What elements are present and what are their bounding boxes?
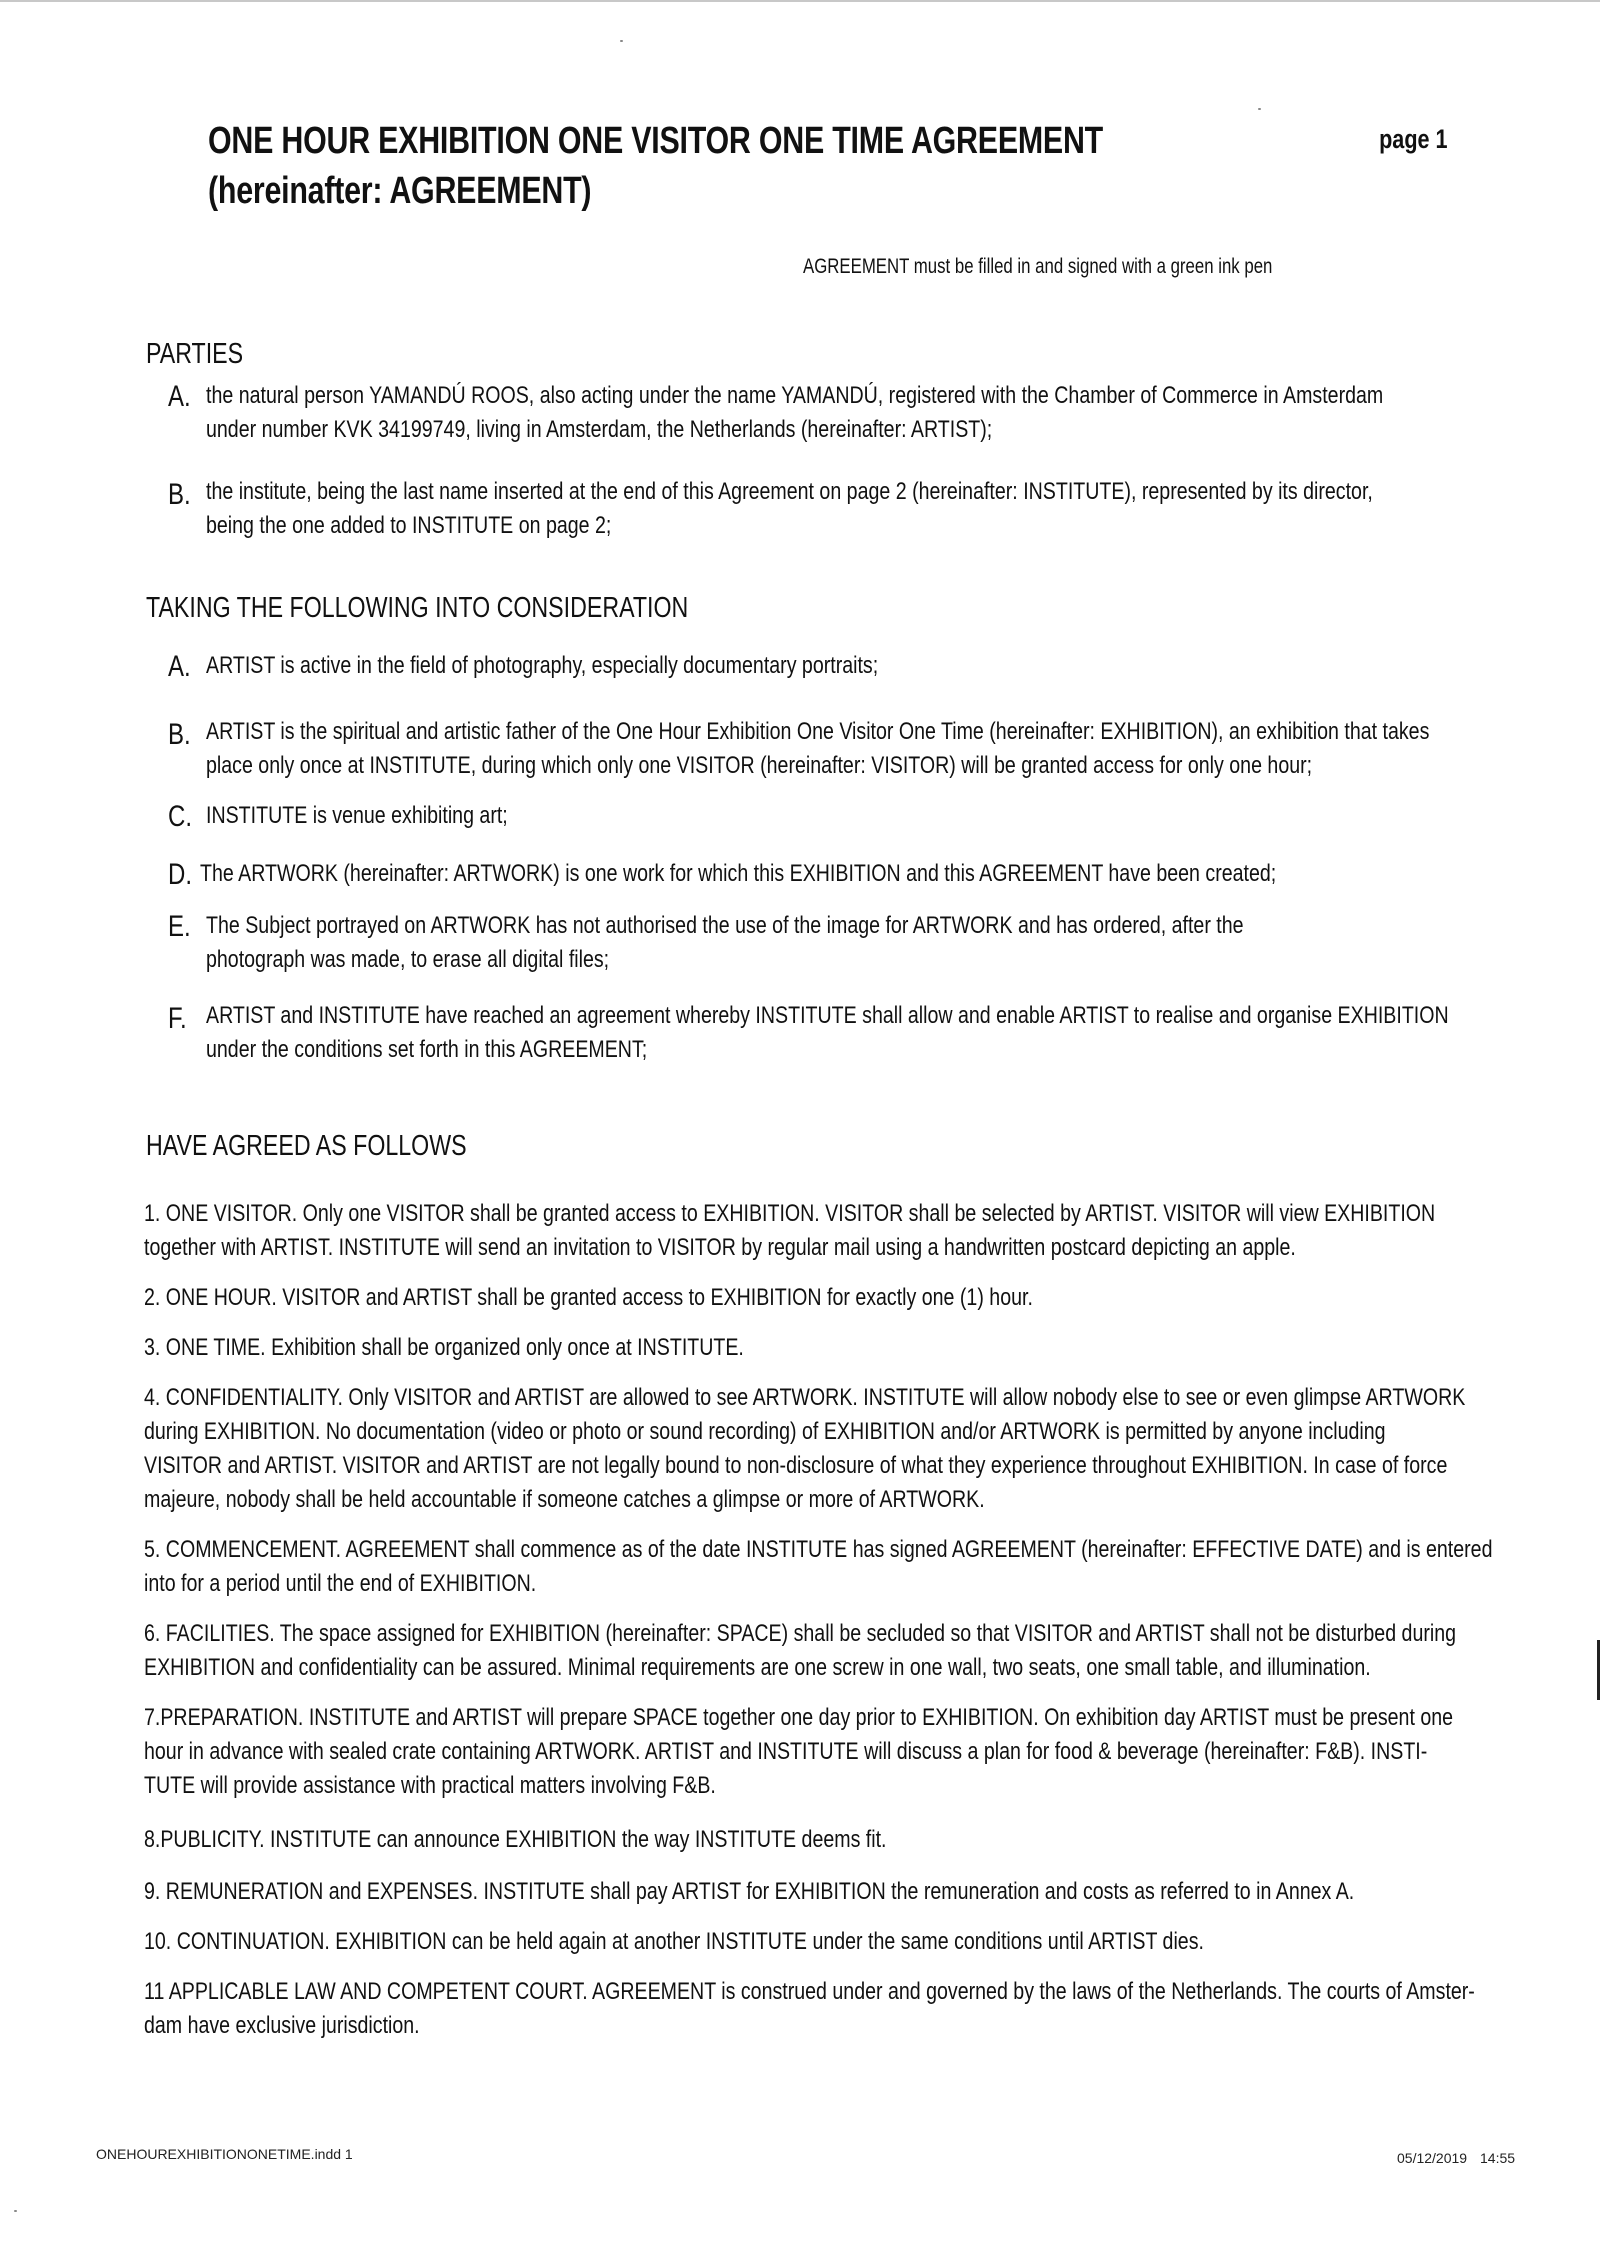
item-text: ARTIST is the spiritual and artistic father of the One Hour Exhibition One Visitor One Time (hereinafter: EXHIBITION), an exhibition that takes (206, 718, 1430, 745)
item-text: being the one added to INSTITUTE on page 2; (206, 512, 612, 539)
item-text: The Subject portrayed on ARTWORK has not authorised the use of the image for ARTWORK and has ordered, after the (206, 912, 1244, 939)
item-letter: E. (168, 910, 191, 943)
item-letter: A. (168, 650, 191, 683)
page-number: page 1 (1379, 124, 1448, 154)
clause-1-line: 1. ONE VISITOR. Only one VISITOR shall be granted access to EXHIBITION. VISITOR shall be selected by ARTIST. VISITOR will view EXHIBITION (144, 1200, 1436, 1227)
item-letter: A. (168, 380, 191, 413)
clause-6-line: 6. FACILITIES. The space assigned for EXHIBITION (hereinafter: SPACE) shall be secluded so that VISITOR and ARTIST shall not be disturbed during (144, 1620, 1457, 1647)
item-letter: C. (168, 800, 192, 833)
scan-speck (620, 40, 623, 42)
footer-filename: ONEHOUREXHIBITIONONETIME.indd 1 (96, 2146, 353, 2162)
item-text: the natural person YAMANDÚ ROOS, also acting under the name YAMANDÚ, registered with the Chamber of Commerce in Amsterdam (206, 382, 1384, 409)
clause-4-line: during EXHIBITION. No documentation (video or photo or sound recording) of EXHIBITION and/or ARTWORK is permitted by anyone including (144, 1418, 1386, 1445)
clause-7-line: TUTE will provide assistance with practical matters involving F&B. (144, 1772, 716, 1799)
item-text: ARTIST is active in the field of photography, especially documentary portraits; (206, 652, 879, 679)
scan-speck (1258, 108, 1261, 110)
footer-time: 14:55 (1480, 2150, 1516, 2166)
clause-8-line: 8.PUBLICITY. INSTITUTE can announce EXHIBITION the way INSTITUTE deems fit. (144, 1826, 887, 1853)
clause-7-line: hour in advance with sealed crate containing ARTWORK. ARTIST and INSTITUTE will discuss a plan for food & beverage (hereinafter: F&B). INSTI- (144, 1738, 1428, 1765)
section-heading-consideration: TAKING THE FOLLOWING INTO CONSIDERATION (146, 592, 689, 624)
clause-5-line: into for a period until the end of EXHIBITION. (144, 1570, 537, 1597)
clause-4-line: VISITOR and ARTIST. VISITOR and ARTIST are not legally bound to non-disclosure of what they experience throughout EXHIBITION. In case of force (144, 1452, 1448, 1479)
item-text: INSTITUTE is venue exhibiting art; (206, 802, 508, 829)
item-text: ARTIST and INSTITUTE have reached an agreement whereby INSTITUTE shall allow and enable ARTIST to realise and organise EXHIBITION (206, 1002, 1449, 1029)
item-letter: F. (168, 1002, 187, 1035)
clause-5-line: 5. COMMENCEMENT. AGREEMENT shall commence as of the date INSTITUTE has signed AGREEMENT (hereinafter: EFFECTIVE DATE) and is entered (144, 1536, 1493, 1563)
ink-instruction: AGREEMENT must be filled in and signed with a green ink pen (803, 255, 1273, 278)
item-text: under the conditions set forth in this AGREEMENT; (206, 1036, 648, 1063)
scan-edge-top (0, 0, 1600, 2)
clause-6-line: EXHIBITION and confidentiality can be assured. Minimal requirements are one screw in one wall, two seats, one small table, and illumination. (144, 1654, 1371, 1681)
item-text: photograph was made, to erase all digital files; (206, 946, 610, 973)
clause-11-line: dam have exclusive jurisdiction. (144, 2012, 420, 2039)
item-letter: B. (168, 718, 191, 751)
scan-speck (14, 2210, 17, 2212)
document-subtitle: (hereinafter: AGREEMENT) (208, 170, 592, 212)
item-letter: B. (168, 478, 191, 511)
section-heading-parties: PARTIES (146, 338, 244, 370)
footer-date: 05/12/2019 (1397, 2150, 1468, 2166)
item-text: place only once at INSTITUTE, during which only one VISITOR (hereinafter: VISITOR) will be granted access for only one hour; (206, 752, 1313, 779)
item-letter: D. (168, 858, 192, 891)
clause-7-line: 7.PREPARATION. INSTITUTE and ARTIST will prepare SPACE together one day prior to EXHIBITION. On exhibition day ARTIST must be present one (144, 1704, 1454, 1731)
clause-2-line: 2. ONE HOUR. VISITOR and ARTIST shall be granted access to EXHIBITION for exactly one (1) hour. (144, 1284, 1033, 1311)
clause-3-line: 3. ONE TIME. Exhibition shall be organized only once at INSTITUTE. (144, 1334, 744, 1361)
clause-4-line: 4. CONFIDENTIALITY. Only VISITOR and ARTIST are allowed to see ARTWORK. INSTITUTE will allow nobody else to see or even glimpse ARTWORK (144, 1384, 1466, 1411)
item-text: under number KVK 34199749, living in Amsterdam, the Netherlands (hereinafter: ARTIST); (206, 416, 993, 443)
section-heading-agreed: HAVE AGREED AS FOLLOWS (146, 1130, 467, 1162)
clause-4-line: majeure, nobody shall be held accountable if someone catches a glimpse or more of ARTWORK. (144, 1486, 985, 1513)
clause-10-line: 10. CONTINUATION. EXHIBITION can be held again at another INSTITUTE under the same conditions until ARTIST dies. (144, 1928, 1204, 1955)
document-title: ONE HOUR EXHIBITION ONE VISITOR ONE TIME AGREEMENT (208, 120, 1104, 162)
clause-11-line: 11 APPLICABLE LAW AND COMPETENT COURT. AGREEMENT is construed under and governed by the laws of the Netherlands. The courts of Amster- (144, 1978, 1475, 2005)
item-text: the institute, being the last name inserted at the end of this Agreement on page 2 (hereinafter: INSTITUTE), represented by its director, (206, 478, 1373, 505)
clause-1-line: together with ARTIST. INSTITUTE will send an invitation to VISITOR by regular mail using a handwritten postcard depicting an apple. (144, 1234, 1296, 1261)
clause-9-line: 9. REMUNERATION and EXPENSES. INSTITUTE shall pay ARTIST for EXHIBITION the remuneration and costs as referred to in Annex A. (144, 1878, 1355, 1905)
item-text: The ARTWORK (hereinafter: ARTWORK) is one work for which this EXHIBITION and this AGREEMENT have been created; (200, 860, 1277, 887)
